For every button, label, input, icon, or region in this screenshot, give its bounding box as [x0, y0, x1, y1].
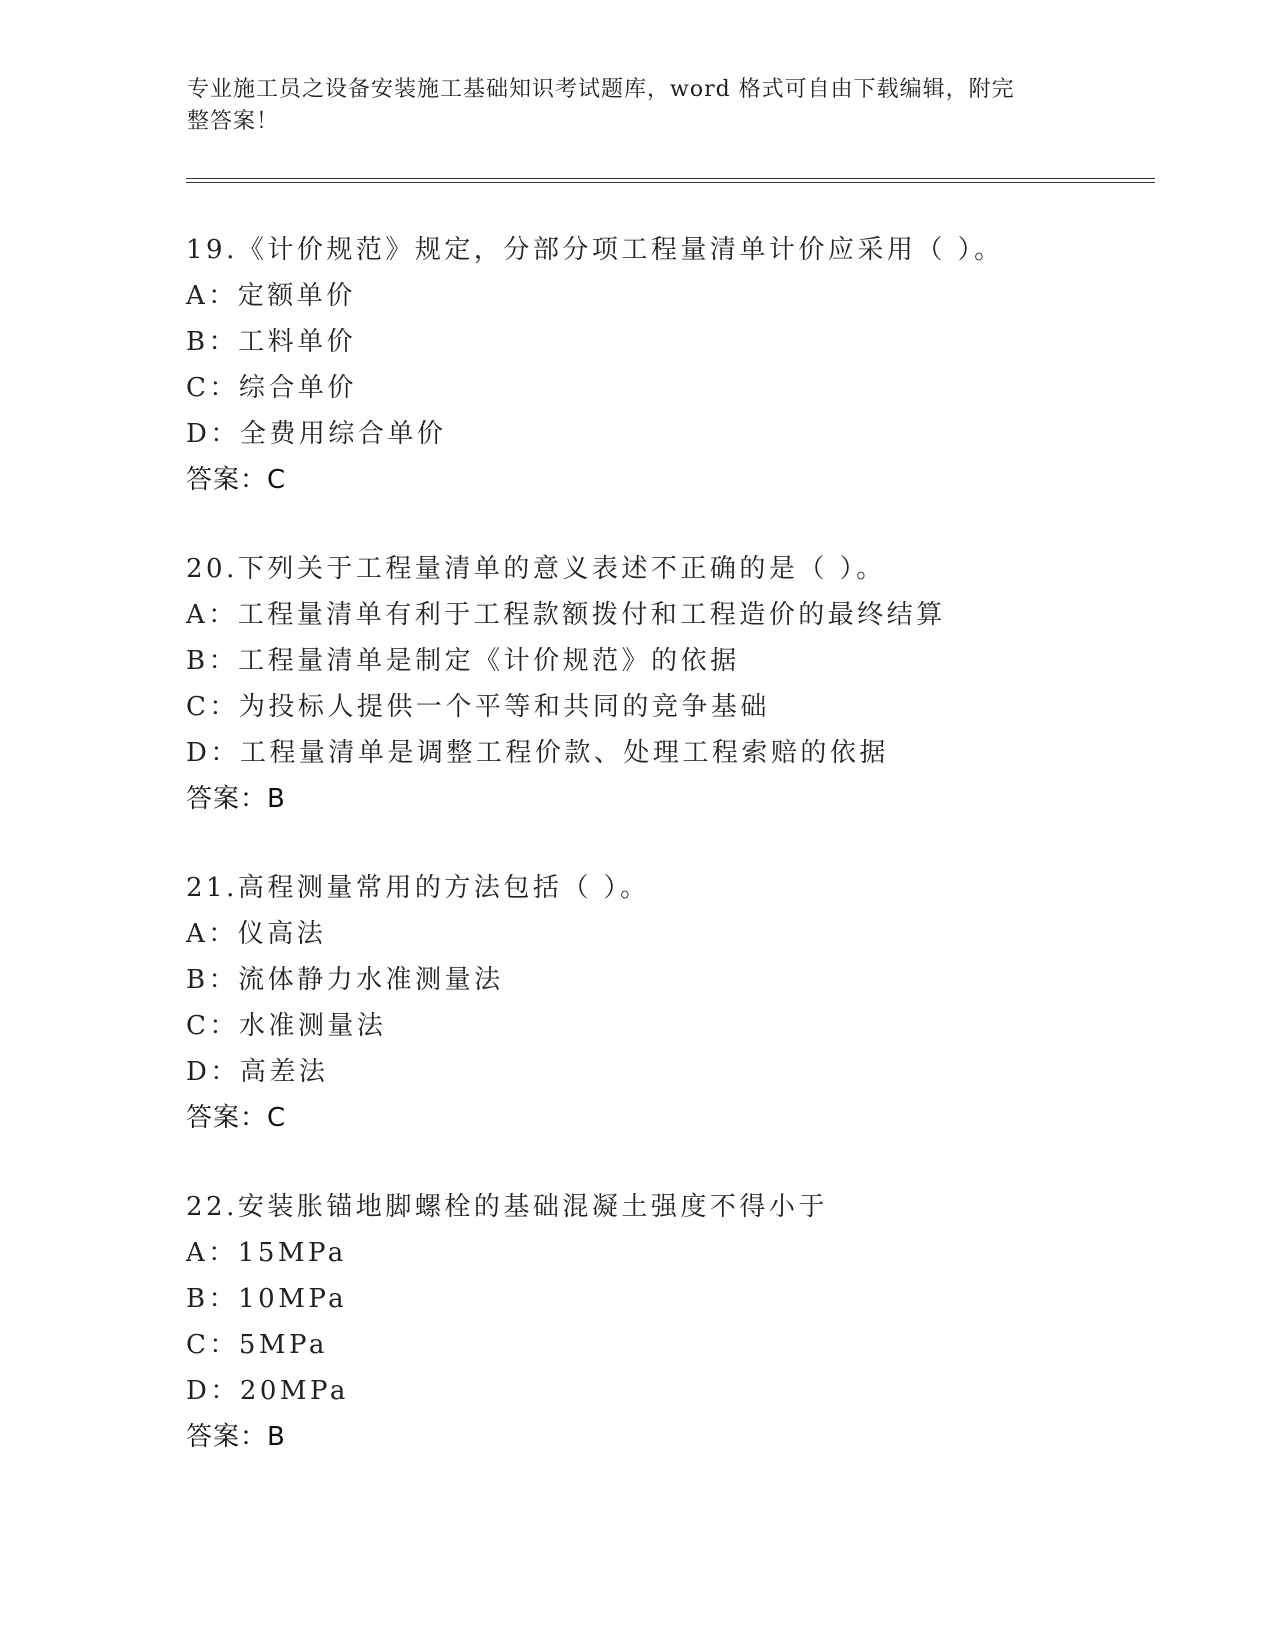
answer: 答案：B [186, 1422, 286, 1452]
question-stem: 19.《计价规范》规定，分部分项工程量清单计价应采用（ ）。 [186, 235, 1004, 265]
option-a: A：仪高法 [186, 919, 327, 949]
question-21 [186, 865, 1166, 1141]
option-b: B：10MPa [186, 1284, 348, 1314]
question-19 [186, 227, 1166, 503]
option-a: A：定额单价 [186, 281, 356, 311]
question-stem: 21.高程测量常用的方法包括（ ）。 [186, 873, 650, 903]
option-b: B：流体静力水准测量法 [186, 965, 504, 995]
header-divider-bottom [186, 182, 1155, 183]
option-d: D：20MPa [186, 1376, 349, 1406]
question-stem: 22.安装胀锚地脚螺栓的基础混凝土强度不得小于 [186, 1192, 828, 1222]
answer: 答案：B [186, 784, 286, 814]
document-header [187, 74, 1067, 138]
option-d: D：工程量清单是调整工程价款、处理工程索赔的依据 [186, 738, 889, 768]
header-line-1: 专业施工员之设备安装施工基础知识考试题库，word 格式可自由下载编辑，附完 [187, 77, 1015, 102]
question-20 [186, 546, 1166, 822]
option-c: C：水准测量法 [186, 1011, 387, 1041]
question-22 [186, 1184, 1166, 1460]
header-line-2: 整答案！ [187, 109, 280, 134]
answer: 答案：C [186, 465, 287, 495]
question-stem: 20.下列关于工程量清单的意义表述不正确的是（ ）。 [186, 554, 886, 584]
option-b: B：工程量清单是制定《计价规范》的依据 [186, 646, 740, 676]
option-c: C：5MPa [186, 1330, 328, 1360]
option-a: A：工程量清单有利于工程款额拨付和工程造价的最终结算 [186, 600, 946, 630]
answer: 答案：C [186, 1103, 287, 1133]
option-b: B：工料单价 [186, 327, 357, 357]
option-c: C：为投标人提供一个平等和共同的竞争基础 [186, 692, 770, 722]
option-a: A：15MPa [186, 1238, 347, 1268]
option-c: C：综合单价 [186, 373, 357, 403]
header-divider-top [186, 178, 1155, 179]
option-d: D：高差法 [186, 1057, 329, 1087]
option-d: D：全费用综合单价 [186, 419, 447, 449]
